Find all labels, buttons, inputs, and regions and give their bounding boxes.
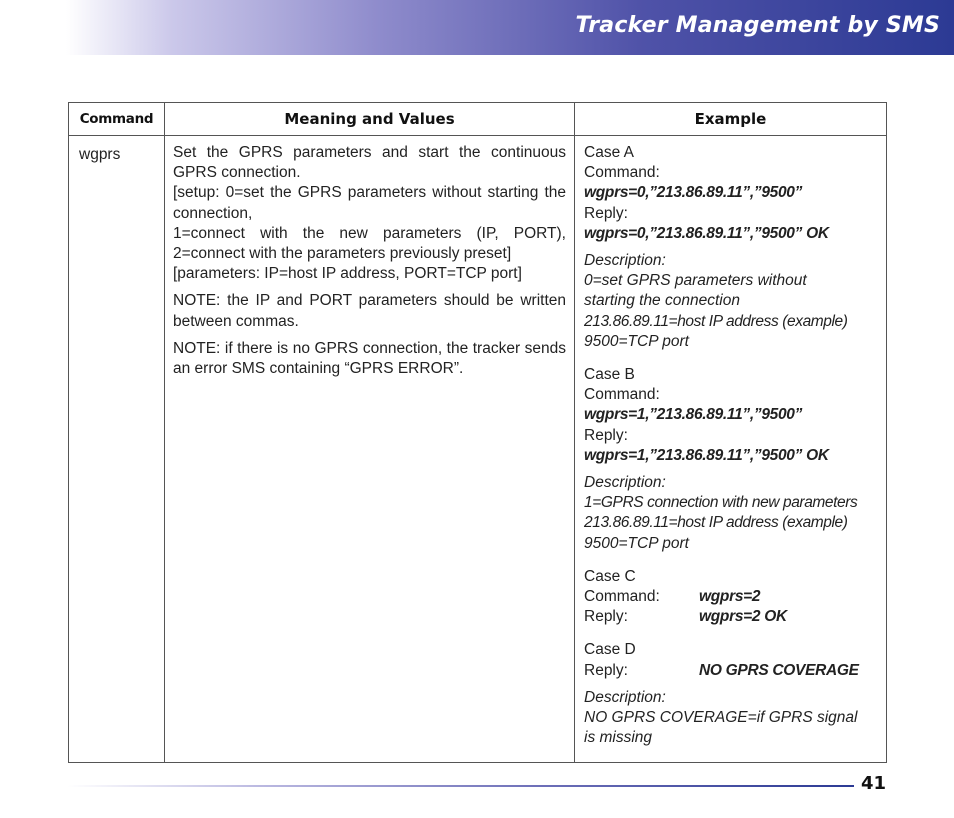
column-header-example: Example bbox=[575, 103, 887, 136]
case-d-reply: NO GPRS COVERAGE bbox=[699, 661, 859, 679]
table-header-row bbox=[69, 103, 887, 136]
case-d-desc-label: Description: bbox=[584, 688, 666, 706]
case-b-desc-line: 1=GPRS connection with new parameters bbox=[584, 494, 858, 512]
case-b-command-label: Command: bbox=[584, 386, 660, 404]
case-a-reply: wgprs=0,”213.86.89.11”,”9500” OK bbox=[584, 224, 829, 242]
case-d-desc-line: NO GPRS COVERAGE=if GPRS signal bbox=[584, 709, 858, 727]
case-d-block bbox=[584, 640, 878, 748]
case-a-reply-label: Reply: bbox=[584, 204, 628, 222]
header-band bbox=[66, 0, 954, 55]
command-cell: wgprs bbox=[69, 136, 165, 763]
note-ip-port: NOTE: the IP and PORT parameters should be written between commas. bbox=[173, 292, 566, 330]
case-b-command: wgprs=1,”213.86.89.11”,”9500” bbox=[584, 406, 803, 424]
page-number: 41 bbox=[860, 773, 886, 794]
case-d-desc-line: is missing bbox=[584, 729, 653, 747]
case-a-desc-line: 9500=TCP port bbox=[584, 332, 689, 350]
case-a-command-label: Command: bbox=[584, 164, 660, 182]
case-d-reply-row bbox=[584, 661, 878, 681]
case-a-command: wgprs=0,”213.86.89.11”,”9500” bbox=[584, 184, 803, 202]
case-b-desc-line: 9500=TCP port bbox=[584, 534, 689, 552]
case-c-block bbox=[584, 567, 878, 628]
case-a-desc-line: 213.86.89.11=host IP address (example) bbox=[584, 312, 848, 330]
case-d-title: Case D bbox=[584, 641, 636, 659]
note-gprs-error: NOTE: if there is no GPRS connection, the tracker sends an error SMS containing “GPRS ERROR”. bbox=[173, 339, 566, 378]
case-a-block bbox=[584, 143, 878, 352]
case-b-title: Case B bbox=[584, 366, 635, 384]
meaning-cell bbox=[165, 136, 575, 763]
case-c-command: wgprs=2 bbox=[699, 588, 761, 606]
case-c-command-row bbox=[584, 587, 878, 607]
case-a-desc-line: starting the connection bbox=[584, 292, 740, 310]
example-cell bbox=[575, 136, 887, 763]
case-b-block bbox=[584, 365, 878, 554]
table-row bbox=[69, 136, 887, 763]
command-table bbox=[68, 102, 887, 763]
column-header-command: Command bbox=[69, 103, 165, 136]
case-c-reply-row bbox=[584, 607, 878, 627]
footer-divider bbox=[68, 785, 854, 787]
case-a-desc-line: 0=set GPRS parameters without bbox=[584, 272, 807, 290]
case-b-reply: wgprs=1,”213.86.89.11”,”9500” OK bbox=[584, 446, 829, 464]
case-c-reply-label: Reply: bbox=[584, 608, 628, 626]
case-a-desc-label: Description: bbox=[584, 252, 666, 270]
column-header-meaning: Meaning and Values bbox=[165, 103, 575, 136]
case-b-reply-label: Reply: bbox=[584, 426, 628, 444]
case-b-desc-label: Description: bbox=[584, 474, 666, 492]
case-c-title: Case C bbox=[584, 567, 636, 585]
page-title: Tracker Management by SMS bbox=[575, 13, 940, 38]
case-c-reply: wgprs=2 OK bbox=[699, 608, 787, 626]
case-d-reply-label: Reply: bbox=[584, 661, 628, 679]
case-c-command-label: Command: bbox=[584, 588, 660, 606]
case-a-title: Case A bbox=[584, 144, 634, 161]
case-b-desc-line: 213.86.89.11=host IP address (example) bbox=[584, 514, 848, 532]
meaning-paragraph: Set the GPRS parameters and start the continuous GPRS connection. [setup: 0=set the GPRS parameters without starting the connection, 1=connect with the new parameters (IP, PORT), 2=connect with the parameters previously preset] [parameters: IP=host IP address, PORT=TCP port] bbox=[173, 144, 566, 283]
